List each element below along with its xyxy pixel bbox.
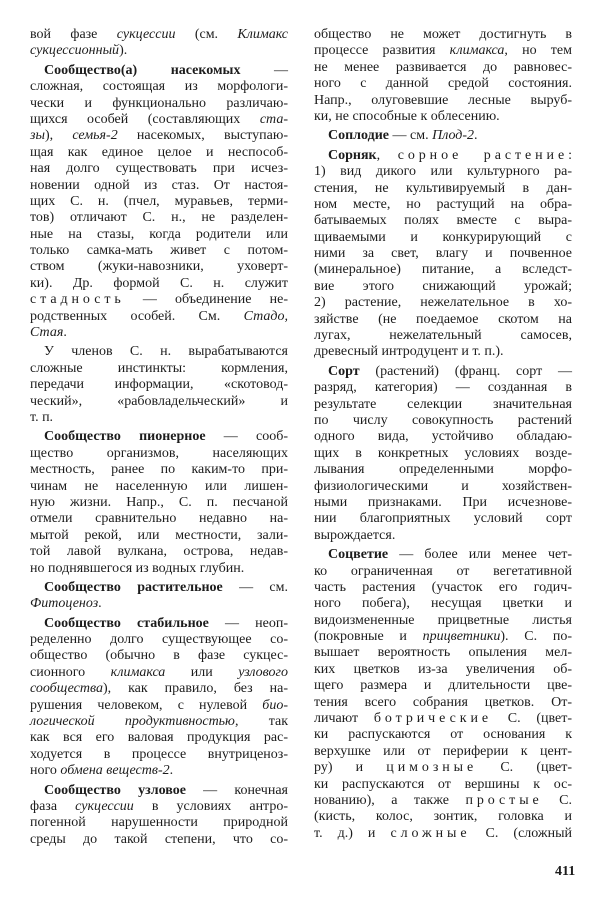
- text-run: зяйстве (не поедаемое скотом на: [314, 311, 572, 327]
- cross-reference: климакса: [110, 664, 166, 680]
- text-line: [30, 194, 288, 210]
- text-run: чески и функционально различаю-: [30, 95, 288, 111]
- text-line: [314, 148, 572, 164]
- text-run: С. (цвет-: [492, 711, 572, 727]
- right-text-column: [314, 27, 572, 842]
- text-line: [30, 799, 288, 815]
- text-run: ,: [376, 147, 398, 163]
- cross-reference: Климакс: [237, 27, 288, 42]
- spaced-term: стадность: [30, 292, 125, 308]
- cross-reference: прицветники: [422, 629, 501, 645]
- text-run: ру) и: [314, 760, 387, 776]
- text-run: физиологическими и хозяйствен-: [314, 478, 572, 494]
- text-run: мытой рекой, или местности, зали-: [30, 527, 288, 543]
- dictionary-entry: [30, 344, 288, 426]
- cross-reference: зы: [30, 128, 45, 144]
- text-line: [30, 832, 288, 848]
- dictionary-entry: [314, 148, 572, 361]
- text-line: [30, 276, 288, 292]
- text-run: .: [169, 763, 174, 779]
- text-run: (растений) (франц. сорт —: [359, 363, 572, 379]
- text-line: [30, 665, 288, 681]
- text-run: т. д.) и: [314, 825, 391, 841]
- headword: Сообщество пионерное: [44, 429, 206, 445]
- text-run: не менее развивается до равновес-: [314, 59, 572, 75]
- text-line: [30, 325, 288, 341]
- text-run: сионного: [30, 664, 111, 680]
- text-line: [30, 79, 288, 95]
- text-line: [314, 511, 572, 527]
- text-line: [314, 60, 572, 76]
- text-run: ки распускаются от основания к: [314, 727, 572, 743]
- text-run: , но тем: [504, 43, 572, 59]
- text-run: — конечная: [185, 782, 288, 798]
- spaced-term: простые: [465, 792, 543, 808]
- text-run: Напр., олуговевшие лесные выруб-: [314, 92, 572, 108]
- text-line: [314, 397, 572, 413]
- text-line: [30, 377, 288, 393]
- cross-reference: Фитоценоз: [30, 596, 99, 612]
- text-run: нии благоприятных условий сорт: [314, 511, 572, 527]
- text-run: одного вида, устойчиво обладаю-: [314, 429, 572, 445]
- text-run: , так: [234, 714, 288, 730]
- text-run: результате селекции значительная: [314, 396, 572, 412]
- text-run: в условиях антро-: [133, 798, 289, 814]
- text-run: разряд, категория) — созданная в: [314, 380, 572, 396]
- text-line: [314, 312, 572, 328]
- text-line: [30, 511, 288, 527]
- text-run: щиваемыми и конкурирующий с: [314, 229, 572, 245]
- page-number: 411: [555, 864, 576, 879]
- text-run: ством (жуки-навозники, уховерт-: [30, 259, 288, 275]
- text-line: [314, 629, 572, 645]
- dictionary-entry: [30, 783, 288, 849]
- spaced-term: сложные: [390, 825, 471, 841]
- text-line: [30, 714, 288, 730]
- text-line: [314, 76, 572, 92]
- text-line: [30, 561, 288, 577]
- text-line: [30, 227, 288, 243]
- text-run: как вся его валовая продукция рас-: [30, 730, 288, 746]
- text-line: [30, 112, 288, 128]
- text-run: передачи информации, «скотовод-: [30, 377, 288, 393]
- text-line: [30, 96, 288, 112]
- text-run: ),: [44, 128, 73, 144]
- text-line: [30, 394, 288, 410]
- text-line: [30, 528, 288, 544]
- text-run: ного побега), несущая цветки и: [314, 596, 572, 612]
- text-run: ними за свет, влагу и почвенное: [314, 246, 572, 262]
- cross-reference: био-: [262, 697, 288, 713]
- text-run: среды до такой степени, что со-: [30, 831, 288, 847]
- cross-reference: Стая: [30, 325, 64, 341]
- text-run: отмели сравнительно недавно на-: [30, 511, 288, 527]
- text-line: [30, 344, 288, 360]
- text-line: [30, 145, 288, 161]
- text-run: ). С. по-: [500, 629, 573, 645]
- text-run: новении одной из стаз. От настоя-: [30, 177, 288, 193]
- text-line: [30, 596, 288, 612]
- text-line: [30, 616, 288, 632]
- text-run: вышает вероятность опыления мел-: [314, 645, 572, 661]
- text-line: [314, 809, 572, 825]
- text-line: [314, 678, 572, 694]
- text-run: С. (сложный: [470, 825, 572, 841]
- cross-reference: климакса: [449, 43, 505, 59]
- text-line: [30, 410, 288, 426]
- text-run: ).: [119, 43, 128, 59]
- text-line: [314, 109, 572, 125]
- text-run: ки распускаются от вершины к ос-: [314, 776, 572, 792]
- text-line: [30, 210, 288, 226]
- text-run: погенной нарушенности природной: [30, 815, 288, 831]
- text-run: рушения человеком, с нулевой: [30, 697, 263, 713]
- text-line: [314, 760, 572, 776]
- text-run: вие этого снижающий урожай;: [314, 278, 572, 294]
- text-line: [314, 744, 572, 760]
- text-line: [314, 528, 572, 544]
- text-run: —: [240, 62, 288, 78]
- text-line: [314, 429, 572, 445]
- dictionary-entry: [314, 364, 572, 544]
- text-run: ко ограниченная от вегетативной: [314, 563, 572, 579]
- text-run: — сооб-: [205, 429, 289, 445]
- text-run: ными признаками. При исчезнове-: [314, 494, 572, 510]
- text-run: — неоп-: [208, 615, 288, 631]
- text-line: [314, 43, 572, 59]
- cross-reference: сукцессии: [75, 798, 134, 814]
- text-run: сложные инстинкты: кормления,: [30, 360, 288, 376]
- text-line: [314, 613, 572, 629]
- text-run: ких цветков из-за увеличения об-: [314, 661, 572, 677]
- text-run: ная долго существовать при исчез-: [30, 161, 288, 177]
- text-line: [30, 648, 288, 664]
- text-line: [30, 161, 288, 177]
- dictionary-entry: [314, 547, 572, 842]
- text-run: щих С. н. (пчел, муравьев, терми-: [30, 193, 288, 209]
- text-run: С.: [542, 792, 572, 808]
- cross-reference: сообщества: [30, 681, 103, 697]
- text-run: ного с данной средой состояния.: [314, 76, 572, 92]
- text-line: [314, 364, 572, 380]
- cross-reference: логической продуктивностью: [30, 714, 235, 730]
- text-line: [314, 495, 572, 511]
- cross-reference: Стадо,: [243, 308, 288, 324]
- text-run: ном месте, но растущий на обра-: [314, 196, 572, 212]
- text-line: [30, 495, 288, 511]
- text-line: [314, 462, 572, 478]
- text-run: — более или менее чет-: [388, 547, 572, 563]
- cross-reference: Плод-2: [432, 128, 475, 144]
- cross-reference: сукцессии: [116, 27, 176, 42]
- text-line: [314, 727, 572, 743]
- text-run: .: [98, 596, 102, 612]
- text-run: (минеральное) питание, а вследст-: [314, 262, 572, 278]
- text-line: [314, 181, 572, 197]
- text-line: [30, 259, 288, 275]
- text-run: вырождается.: [314, 527, 396, 543]
- text-run: часть растения (участок его годич-: [314, 579, 572, 595]
- headword: Сорт: [328, 363, 360, 379]
- cross-reference: сукцессионный: [30, 43, 120, 59]
- text-line: [314, 328, 572, 344]
- text-line: [314, 777, 572, 793]
- text-line: [314, 295, 572, 311]
- headword: Сорняк: [328, 147, 377, 163]
- text-line: [30, 747, 288, 763]
- text-run: древесный интродуцент и т. п.).: [314, 344, 504, 360]
- text-line: [314, 93, 572, 109]
- text-run: щихся особей (составляющих: [30, 111, 260, 127]
- text-run: (см.: [175, 27, 238, 42]
- headword: Сообщество растительное: [44, 579, 223, 595]
- text-run: щего размера и длительности цве-: [314, 678, 572, 694]
- text-run: чинам не населенную или лишен-: [30, 478, 288, 494]
- text-line: [314, 479, 572, 495]
- dictionary-entry: [30, 616, 288, 780]
- text-line: [314, 197, 572, 213]
- text-run: ), как правило, без на-: [102, 681, 288, 697]
- text-line: [30, 462, 288, 478]
- text-line: [30, 580, 288, 596]
- text-run: сложная, состоящая из морфологи-: [30, 79, 288, 95]
- text-line: [314, 344, 572, 360]
- text-run: 2) растение, нежелательное в хо-: [314, 295, 572, 311]
- text-line: [314, 246, 572, 262]
- dictionary-entry: [30, 580, 288, 613]
- entry-continuation: [314, 27, 572, 125]
- text-run: — объединение не-: [124, 292, 288, 308]
- text-run: 1) вид дикого или культурного ра-: [314, 164, 572, 180]
- text-run: ного: [30, 763, 61, 779]
- text-line: [30, 429, 288, 445]
- spaced-term: сорное растение: [397, 147, 569, 163]
- text-run: видоизмененные прицветные листья: [314, 612, 572, 628]
- text-run: нованию), а также: [314, 792, 466, 808]
- text-line: [30, 698, 288, 714]
- text-line: [314, 230, 572, 246]
- text-line: [30, 783, 288, 799]
- text-line: [314, 645, 572, 661]
- text-run: местность, ранее по каким-то при-: [30, 462, 288, 478]
- text-run: .: [474, 128, 478, 144]
- text-run: ходуется в процессе внутриценоз-: [30, 746, 288, 762]
- text-run: С. (цвет-: [477, 760, 572, 776]
- text-line: [30, 243, 288, 259]
- text-line: [30, 63, 288, 79]
- text-line: [314, 793, 572, 809]
- text-line: [314, 446, 572, 462]
- text-run: батываемых полях вместе с выра-: [314, 213, 572, 229]
- text-run: (кисть, колос, зонтик, головка и: [314, 809, 572, 825]
- left-text-column: [30, 27, 288, 848]
- text-line: [30, 128, 288, 144]
- text-line: [30, 763, 288, 779]
- text-line: [314, 262, 572, 278]
- text-line: [314, 695, 572, 711]
- headword: Сообщество(а) насекомых: [44, 62, 241, 78]
- headword: Соплодие: [328, 128, 389, 144]
- text-run: по числу совокупность растений: [314, 412, 572, 428]
- text-run: личают: [314, 711, 374, 727]
- text-line: [314, 580, 572, 596]
- text-line: [30, 730, 288, 746]
- text-line: [314, 27, 572, 43]
- spaced-term: ботрические: [373, 711, 493, 727]
- text-line: [314, 596, 572, 612]
- text-run: тения всего собрания цветков. От-: [314, 694, 572, 710]
- text-line: [314, 164, 572, 180]
- text-run: тов) отличают С. н., не разделен-: [30, 210, 288, 226]
- text-run: (покровные и: [314, 629, 423, 645]
- text-run: стения, не культивируемый в дан-: [314, 180, 572, 196]
- text-line: [314, 564, 572, 580]
- text-run: процессе развития: [314, 43, 450, 59]
- text-run: только самка-мать живет с потом-: [30, 243, 288, 259]
- text-line: [30, 632, 288, 648]
- text-line: [30, 292, 288, 308]
- headword: Соцветие: [328, 547, 389, 563]
- text-run: фаза: [30, 798, 76, 814]
- text-run: общество (обычно в фазе сукцес-: [30, 648, 288, 664]
- text-line: [30, 479, 288, 495]
- text-run: щество организмов, населяющих: [30, 445, 288, 461]
- text-run: .: [63, 325, 67, 341]
- text-run: лывания определенными морфо-: [314, 462, 572, 478]
- text-run: ределенно долго существующее со-: [30, 632, 288, 648]
- text-line: [314, 826, 572, 842]
- entry-continuation: [30, 27, 288, 60]
- text-line: [314, 413, 572, 429]
- headword: Сообщество узловое: [44, 782, 186, 798]
- dictionary-entry: [314, 128, 572, 144]
- text-run: У членов С. н. вырабатываются: [44, 344, 288, 360]
- text-line: [30, 43, 288, 59]
- dictionary-entry: [30, 63, 288, 342]
- text-run: вой фазе: [30, 27, 117, 42]
- text-run: ные на стазы, когда родители или: [30, 226, 288, 242]
- cross-reference: семья-2: [72, 128, 118, 144]
- text-run: но поднявшегося из водных глубин.: [30, 560, 245, 576]
- text-line: [314, 711, 572, 727]
- spaced-term: цимозные: [386, 760, 478, 776]
- text-line: [30, 178, 288, 194]
- text-line: [30, 446, 288, 462]
- text-run: :: [568, 147, 572, 163]
- text-line: [30, 309, 288, 325]
- text-run: ки). Др. формой С. н. служит: [30, 275, 288, 291]
- text-run: той лавой вулкана, острова, недав-: [30, 544, 288, 560]
- text-line: [314, 213, 572, 229]
- text-run: родственных особей. См.: [30, 308, 244, 324]
- text-run: — см.: [389, 128, 433, 144]
- text-run: верхушке или от периферии к цент-: [314, 743, 572, 759]
- cross-reference: обмена веществ-2: [60, 763, 170, 779]
- text-line: [314, 547, 572, 563]
- text-run: ки, не способные к облесению.: [314, 108, 500, 124]
- headword: Сообщество стабильное: [44, 615, 209, 631]
- text-line: [314, 662, 572, 678]
- text-line: [30, 544, 288, 560]
- cross-reference: узлового: [238, 664, 288, 680]
- text-run: т. п.: [30, 409, 54, 425]
- text-line: [314, 279, 572, 295]
- text-run: щая как единое целое и неспособ-: [30, 144, 288, 160]
- text-line: [30, 681, 288, 697]
- text-run: щих в конкретных условиях возде-: [314, 445, 572, 461]
- text-line: [30, 27, 288, 43]
- cross-reference: ста-: [259, 111, 288, 127]
- text-line: [314, 128, 572, 144]
- text-run: насекомых, выступаю-: [117, 128, 288, 144]
- text-run: — см.: [222, 579, 288, 595]
- text-run: ческий», «рабовладельческий» и: [30, 393, 288, 409]
- text-run: лугах, нежелательный самосев,: [314, 328, 572, 344]
- text-line: [30, 815, 288, 831]
- text-run: или: [165, 664, 239, 680]
- text-line: [30, 361, 288, 377]
- text-line: [314, 380, 572, 396]
- text-run: общество не может достигнуть в: [314, 27, 572, 42]
- text-run: ную жизни. Напр., С. п. песчаной: [30, 494, 288, 510]
- dictionary-entry: [30, 429, 288, 577]
